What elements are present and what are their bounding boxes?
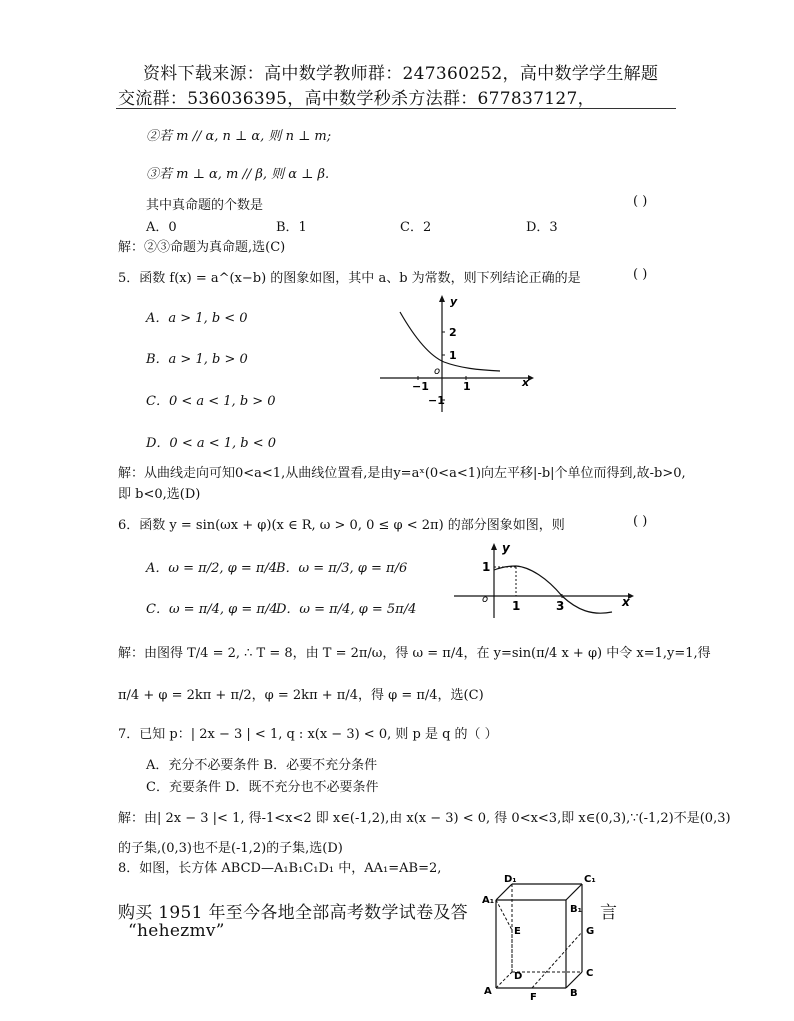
q5-graph-xtick-1: 1 [463,380,471,393]
q4-proposition-3: ③若 m ⊥ α, m // β, 则 α ⊥ β. [146,167,330,182]
q6-option-c: C．ω = π/4, φ = π/4 [146,602,278,617]
q5-graph-y-label: y [450,295,458,308]
q4-option-c: C．2 [400,220,432,235]
q7-options-row-1: A．充分不必要条件 B．必要不充分条件 [146,758,378,773]
q4-solution: 解：②③命题为真命题,选(C) [118,240,286,255]
q7-solution-line-2: 的子集,(0,3)也不是(-1,2)的子集,选(D) [118,841,343,856]
q6-solution-line-1: 解：由图得 T/4 = 2, ∴ T = 8，由 T = 2π/ω，得 ω = π/4，在 y=sin(π/4 x + φ) 中令 x=1,y=1,得 [118,646,711,661]
q5-exponential-graph [378,290,538,415]
q5-solution-line-1: 解：从曲线走向可知0<a<1,从曲线位置看,是由y=aˣ(0<a<1)向左平移|-b|个单位而得到,故-b>0, [118,466,686,481]
q6-sine-graph [452,540,637,620]
q6-graph-xtick-3: 3 [556,599,565,613]
q7-solution-line-1: 解：由| 2x − 3 |< 1, 得-1<x<2 即 x∈(-1,2),由 x(x − 3) < 0, 得 0<x<3,即 x∈(0,3),∵(-1,2)不是(0,3) [118,811,731,826]
q7-options-row-2: C．充要条件 D．既不充分也不必要条件 [146,780,379,795]
q5-option-d: D．0 < a < 1, b < 0 [146,436,277,451]
q8-label-a: A [484,986,492,997]
q5-solution-line-2: 即 b<0,选(D) [118,487,201,502]
q6-graph-origin: o [482,594,489,605]
q5-graph-tick-minus-1: −1 [428,394,445,407]
ad-line-1: 购买 1951 年至今各地全部高考数学试卷及答 [118,903,468,923]
q8-stem: 8．如图，长方体 ABCD—A₁B₁C₁D₁ 中，AA₁=AB=2, [118,861,442,876]
q5-graph-tick-1: 1 [449,349,457,362]
q4-answer-paren: ( ) [633,194,648,209]
q6-graph-tick-1: 1 [482,560,491,574]
q8-label-c1: C₁ [584,874,596,885]
q5-graph-origin: o [434,366,441,377]
q5-stem: 5．函数 f(x) = a^(x−b) 的图象如图，其中 a、b 为常数，则下列结论正确的是 [118,271,581,286]
header-rule [116,108,676,109]
q5-graph-x-label: x [522,376,530,389]
q4-proposition-2: ②若 m // α, n ⊥ α, 则 n ⊥ m; [146,129,332,144]
header-line-1: 资料下载来源：高中数学教师群：247360252，高中数学学生解题 [143,64,659,84]
q7-stem: 7．已知 p：| 2x − 3 | < 1, q : x(x − 3) < 0, 则 p 是 q 的（ ） [118,727,498,742]
q4-option-a: A．0 [146,220,177,235]
q6-option-a: A．ω = π/2, φ = π/4 [146,561,278,576]
header-line-2: 交流群：536036395，高中数学秒杀方法群：677837127， [118,89,595,109]
ad-line-2: “hehezmv” [128,921,225,941]
q5-option-a: A．a > 1, b < 0 [146,311,248,326]
q5-answer-paren: ( ) [633,267,648,282]
q6-graph-xtick-1: 1 [512,599,521,613]
q4-option-b: B．1 [276,220,307,235]
q8-label-b1: B₁ [570,904,583,915]
q4-option-d: D．3 [526,220,558,235]
q8-label-c: C [586,968,594,979]
q5-graph-tick-2: 2 [449,326,457,339]
q6-graph-y-label: y [502,541,510,555]
q5-option-c: C．0 < a < 1, b > 0 [146,394,276,409]
q8-label-d1: D₁ [504,874,517,885]
q8-label-a1: A₁ [482,895,495,906]
q8-label-e: E [514,926,521,937]
q6-graph-x-label: x [622,595,630,609]
ad-line-1-tail: 言 [600,903,618,923]
q4-stem: 其中真命题的个数是 [146,198,264,213]
q6-solution-line-2: π/4 + φ = 2kπ + π/2，φ = 2kπ + π/4，得 φ = π/4，选(C) [118,688,484,703]
q8-label-d: D [514,971,523,982]
q6-option-b: B．ω = π/3, φ = π/6 [276,561,408,576]
q8-label-f: F [530,992,537,1002]
q6-stem: 6．函数 y = sin(ωx + φ)(x ∈ R, ω > 0, 0 ≤ φ < 2π) 的部分图象如图，则 [118,518,565,533]
q5-option-b: B．a > 1, b > 0 [146,352,248,367]
q6-option-d: D．ω = π/4, φ = 5π/4 [276,602,417,617]
q5-graph-xtick-minus-1: −1 [412,380,429,393]
q6-answer-paren: ( ) [633,514,648,529]
q8-label-g: G [586,926,595,937]
q8-cuboid-figure [482,872,602,1002]
q8-label-b: B [570,988,578,999]
